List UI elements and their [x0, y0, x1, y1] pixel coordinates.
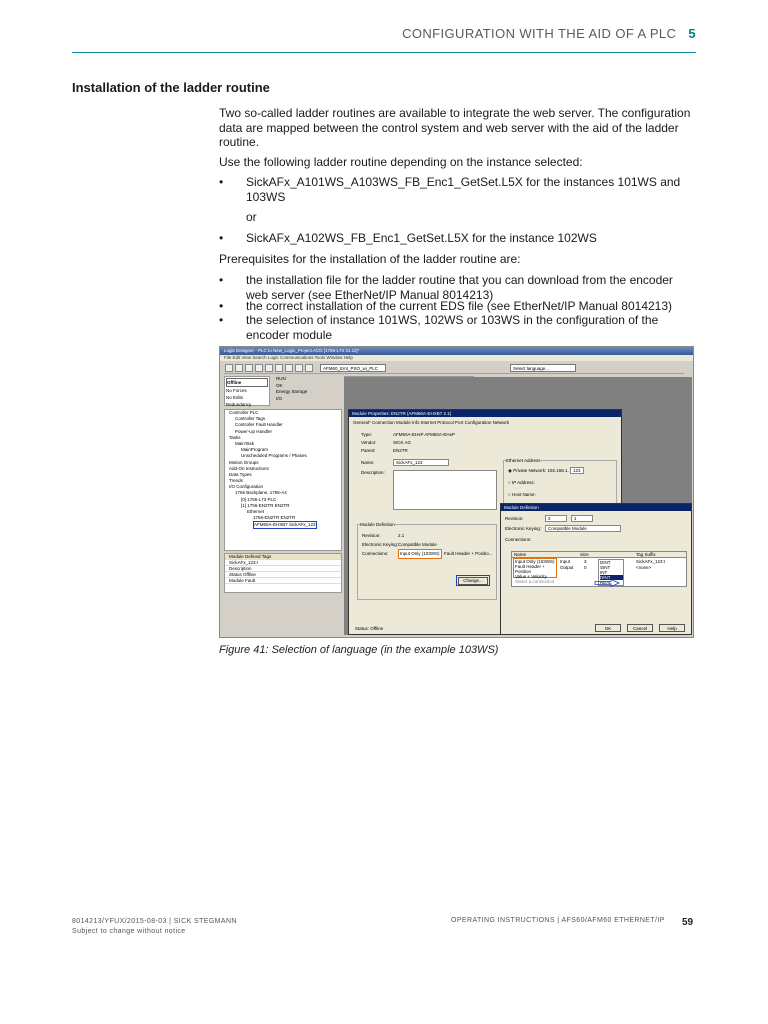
change-button: Change...: [458, 577, 488, 585]
print-icon: [255, 364, 263, 372]
controller-indicators: [276, 376, 307, 402]
tree-item: Motion Groups: [229, 459, 259, 465]
indicator-run: RUN: [276, 376, 286, 381]
type-option: INT: [600, 570, 608, 575]
vendor-value: SICK AG: [393, 440, 412, 445]
tree-item: [0] 1756-L73 PLC: [241, 496, 277, 502]
tree-item: MainProgram: [241, 447, 269, 453]
name-input: SickAFx_123: [393, 459, 449, 466]
help-button: Help: [659, 624, 685, 632]
ethernet-group: [503, 460, 617, 504]
connections-label: Connections:: [362, 551, 389, 556]
ip-address-row: ○ IP Address:: [508, 480, 535, 485]
dialog2-keying-label: Electronic Keying:: [505, 526, 542, 531]
revision-label: Revision:: [362, 533, 381, 538]
paste-icon: [285, 364, 293, 372]
ip-prefix: 192.168.1.: [547, 468, 569, 473]
bullet-marker: •: [219, 273, 224, 287]
controller-status: [224, 376, 270, 406]
size-input-label: Input: [560, 559, 571, 564]
list-item: [219, 313, 695, 342]
module-definition-label: Module Definition: [360, 522, 395, 527]
list-item-text: SickAFx_A101WS_A103WS_FB_Enc1_GetSet.L5X for the instances 101WS and 103WS: [246, 175, 681, 204]
footer-left: [72, 917, 237, 937]
paragraph-prereq: Prerequisites for the installation of the ladder routine are:: [219, 252, 521, 266]
host-label: Host Name:: [511, 492, 536, 497]
controller-organizer: [224, 409, 342, 551]
screenshot-titlebar: Logix Designer - PLC to New_Logix_Project.ACD [1756-L73 31.11]*: [220, 347, 693, 355]
tree-item: MainTask: [235, 440, 255, 446]
tree-item: I/O Configuration: [229, 484, 264, 490]
running-header: [402, 26, 696, 41]
parent-label: Parent:: [361, 448, 376, 453]
figure-caption: Figure 41: Selection of language (in the example 103WS): [219, 644, 499, 656]
page-number: 59: [682, 917, 694, 928]
save-icon: [245, 364, 253, 372]
list-item: [219, 273, 695, 302]
type-option-selected: DINT: [600, 575, 623, 580]
chapter-number: 5: [688, 26, 696, 41]
host-name-row: ○ Host Name:: [508, 492, 536, 497]
redo-icon: [305, 364, 313, 372]
tree-item: Controller PLC: [229, 410, 259, 415]
list-item-text: the selection of instance 101WS, 102WS or 103WS in the configuration of the encoder module: [246, 313, 659, 342]
bullet-marker: •: [219, 231, 224, 245]
connection-choices: [513, 558, 557, 584]
list-item-text: the installation file for the ladder routine that you can download from the encoder web server (see EtherNet/IP Manual 8014213): [246, 273, 673, 302]
revision-major-select: 2: [545, 515, 567, 522]
bullet-marker: •: [219, 299, 224, 313]
tree-item: Controller Fault Handler: [235, 422, 283, 428]
tree-item: Power-Up Handler: [235, 428, 273, 434]
section-title: Installation of the ladder routine: [72, 80, 270, 95]
dialog2-revision-label: Revision:: [505, 516, 524, 521]
connections-rest: Fault Header + Positio...: [444, 551, 493, 556]
tree-item-selected: AFM60A-EHXB7 SickAFx_123: [254, 522, 316, 528]
dialog2-title: Module Definition: [501, 504, 691, 511]
tree-item: Add-On Instructions: [229, 465, 269, 471]
bullet-marker: •: [219, 313, 224, 327]
vendor-label: Vendor:: [361, 440, 377, 445]
connection-row: Value + Velocity: [515, 574, 547, 579]
status-redundancy: Redundancy: [226, 402, 252, 407]
cancel-button: Cancel: [627, 624, 653, 632]
connections-value: Input Only (103WS): [398, 549, 442, 559]
suffix-output: <none>: [636, 565, 652, 570]
tree-item: Tasks: [229, 434, 241, 440]
cut-icon: [265, 364, 273, 372]
dialog2-keying-select: Compatible Module: [545, 525, 621, 532]
props-row: Module Fault: [225, 578, 341, 584]
list-item: [219, 299, 695, 314]
suffix-input: SickAFx_123:I: [636, 559, 666, 564]
name-label: Name:: [361, 460, 375, 465]
figure-screenshot: [219, 346, 694, 638]
dialog-status: Status: Offline: [355, 626, 384, 631]
private-label: Private Network:: [513, 468, 547, 473]
ip-label: IP Address:: [511, 480, 535, 485]
tree-item: [1] 1756-EN2TR EN2TR: [241, 502, 290, 508]
module-definition-dialog: [500, 503, 692, 635]
project-combo: AFM60_Emt_PSO_wi_PLC: [320, 364, 386, 372]
size-output-value: 0: [584, 565, 587, 570]
change-button-frame: [456, 575, 490, 586]
parent-value: EN2TR: [393, 448, 408, 453]
module-definition-group: [357, 524, 497, 600]
size-output-label: Output: [560, 565, 574, 570]
col-name: Name: [514, 552, 527, 557]
properties-pane: [224, 553, 342, 593]
props-row: Status Offline: [225, 572, 341, 578]
indicator-energy: Energy Storage: [276, 389, 308, 394]
header-rule: [72, 52, 696, 53]
size-input-value: 3: [584, 559, 587, 564]
revision-value: 2.1: [398, 533, 405, 538]
description-label: Description:: [361, 470, 385, 475]
tag-suffixes: [636, 559, 665, 571]
props-row: SickAFx_123:I: [225, 560, 341, 566]
ethernet-label: Ethernet Address: [506, 458, 541, 463]
connection-row: Fault Header + Position: [515, 564, 545, 574]
list-item: [219, 175, 695, 204]
indicator-io: I/O: [276, 395, 283, 401]
type-label: Type:: [361, 432, 373, 437]
private-network-row: ◉ Private Network: 192.168.1. 123: [508, 468, 584, 474]
header-title: CONFIGURATION WITH THE AID OF A PLC: [402, 26, 677, 41]
col-suffix: Tag Suffix: [636, 552, 656, 557]
footer-notice: Subject to change without notice: [72, 928, 186, 935]
list-item-text: the correct installation of the current EDS file (see EtherNet/IP Manual 8014213): [246, 299, 673, 313]
ok-button: OK: [595, 624, 621, 632]
status-forces: No Forces: [226, 388, 247, 393]
screenshot-toolbar: [224, 362, 684, 374]
size-labels: [560, 559, 574, 571]
list-item: [219, 231, 695, 246]
bullet-marker: •: [219, 175, 224, 189]
open-icon: [235, 364, 243, 372]
type-value: AFM60A-EHxP AFM60A-EHxP: [393, 432, 455, 437]
tree-item: Trends: [229, 478, 243, 484]
tree-item: 1756-EN2TR EN2TR: [253, 515, 296, 521]
connection-row: Select a connection: [515, 579, 555, 584]
connection-row: Input Only (103WS): [515, 559, 555, 564]
type-option: DINT: [600, 560, 611, 565]
type-option: REAL: [600, 580, 612, 585]
tree-item: 1756 Backplane, 1756-A4: [235, 490, 287, 496]
footer-right: OPERATING INSTRUCTIONS | AFS60/AFM60 ETHERNET/IP: [451, 917, 665, 924]
indicator-ok: OK: [276, 382, 283, 388]
screenshot-menubar: File Edit View Search Logic Communications Tools Window Help: [220, 355, 693, 361]
status-edits: No Edits: [226, 395, 244, 400]
paragraph-intro: Two so-called ladder routines are available to integrate the web server. The configuration data are mapped between the control system and web server with the aid of the ladder routine.: [219, 106, 691, 149]
or-text: or: [246, 210, 257, 224]
description-input: [393, 470, 497, 510]
language-combo: Select language...: [510, 364, 576, 372]
paragraph-use: Use the following ladder routine depending on the instance selected:: [219, 155, 583, 169]
arrow-icon: [594, 579, 620, 587]
ip-last-octet: 123: [570, 467, 584, 474]
keying-value: Compatible Module: [398, 542, 437, 547]
col-size: Size: [580, 552, 589, 557]
type-option: SINT: [600, 565, 611, 570]
props-row: Module Defined Tags: [225, 554, 341, 560]
tree-item: Controller Tags: [235, 416, 266, 422]
list-item-text: SickAFx_A102WS_FB_Enc1_GetSet.L5X for the instance 102WS: [246, 231, 597, 245]
size-values: [584, 559, 587, 571]
footer-doc-id: 8014213/YFUX/2015-08-03 | SICK STEGMANN: [72, 918, 237, 925]
status-offline: Offline: [226, 378, 268, 387]
tree-item: Ethernet: [247, 509, 265, 514]
keying-label: Electronic Keying:: [362, 542, 399, 547]
dialog-tabs: General* Connection Module Info Internet Protocol Port Configuration Network: [353, 420, 510, 425]
undo-icon: [295, 364, 303, 372]
dialog2-connections-label: Connections:: [505, 537, 532, 542]
props-row: Description: [225, 566, 341, 572]
revision-minor-stepper: 1: [571, 515, 593, 522]
new-icon: [225, 364, 233, 372]
copy-icon: [275, 364, 283, 372]
tree-item: Unscheduled Programs / Phases: [241, 453, 307, 459]
tree-item: Data Types: [229, 471, 252, 477]
dialog-title: Module Properties: EN2TR (AFM60A-EHXB7 2.1): [349, 410, 621, 417]
